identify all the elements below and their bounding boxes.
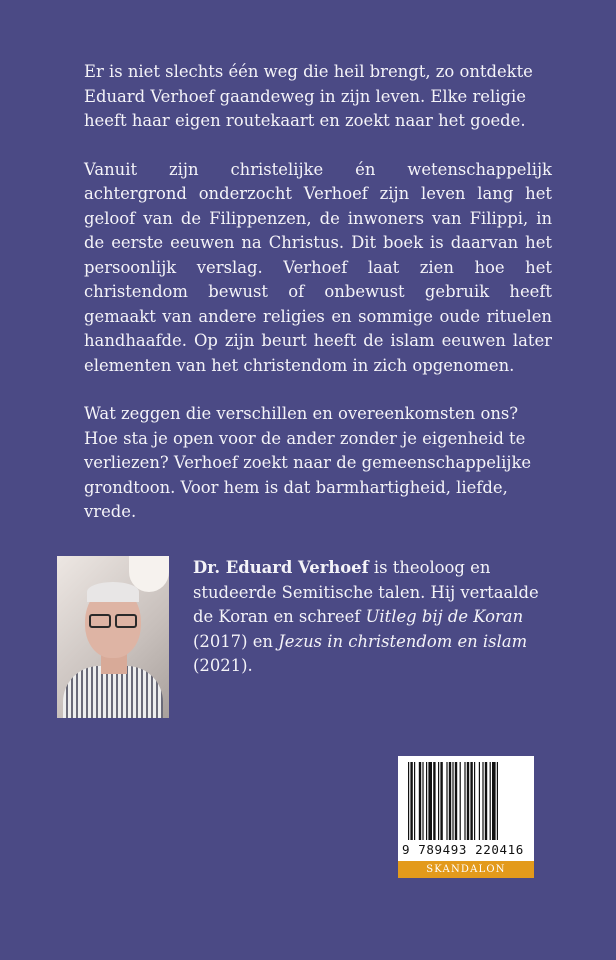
author-bio-year-1: (2017) en — [193, 631, 279, 651]
back-cover-blurb — [84, 60, 552, 549]
author-section — [57, 556, 567, 718]
author-bio — [193, 556, 543, 718]
isbn-number: 9 789493 220416 — [402, 842, 524, 857]
isbn-barcode — [398, 756, 534, 878]
barcode-bars — [404, 762, 528, 840]
author-name: Dr. Eduard Verhoef — [193, 558, 369, 577]
author-bio-year-2: (2021). — [193, 656, 253, 675]
author-photo — [57, 556, 169, 718]
blurb-paragraph-3: Wat zeggen die verschillen en overeenkomsten ons? Hoe sta je open voor de ander zonder je eigenheid te verliezen? Verhoef zoekt naar de gemeenschappelijke grondtoon. Voor hem is dat barmhartigheid, liefde, vrede. — [84, 404, 532, 521]
publisher-logo: SKANDALON — [398, 861, 534, 878]
author-book-title-1: Uitleg bij de Koran — [365, 607, 524, 626]
author-bio-text-1: is theoloog en studeerde Semitische talen. Hij vertaalde de Koran en schreef — [193, 558, 539, 626]
blurb-paragraph-2: Vanuit zijn christelijke én wetenschappelijk achtergrond onderzocht Verhoef zijn leven lang het geloof van de Filippenzen, de inwoners van Filippi, in de eerste eeuwen na Christus. Dit boek is daarvan het persoonlijk verslag. Verhoef laat zien hoe het christendom bewust of onbewust gebruik heeft gemaakt van andere religies en sommige oude rituelen handhaafde. Op zijn beurt heeft de islam eeuwen later elementen van het christendom in zich opgenomen. — [84, 159, 552, 375]
glasses-icon — [87, 614, 139, 628]
blurb-paragraph-1: Er is niet slechts één weg die heil brengt, zo ontdekte Eduard Verhoef gaandeweg in zijn leven. Elke religie heeft haar eigen routekaart en zoekt naar het goede. — [84, 62, 533, 130]
author-book-title-2: Jezus in christendom en islam — [278, 631, 528, 651]
